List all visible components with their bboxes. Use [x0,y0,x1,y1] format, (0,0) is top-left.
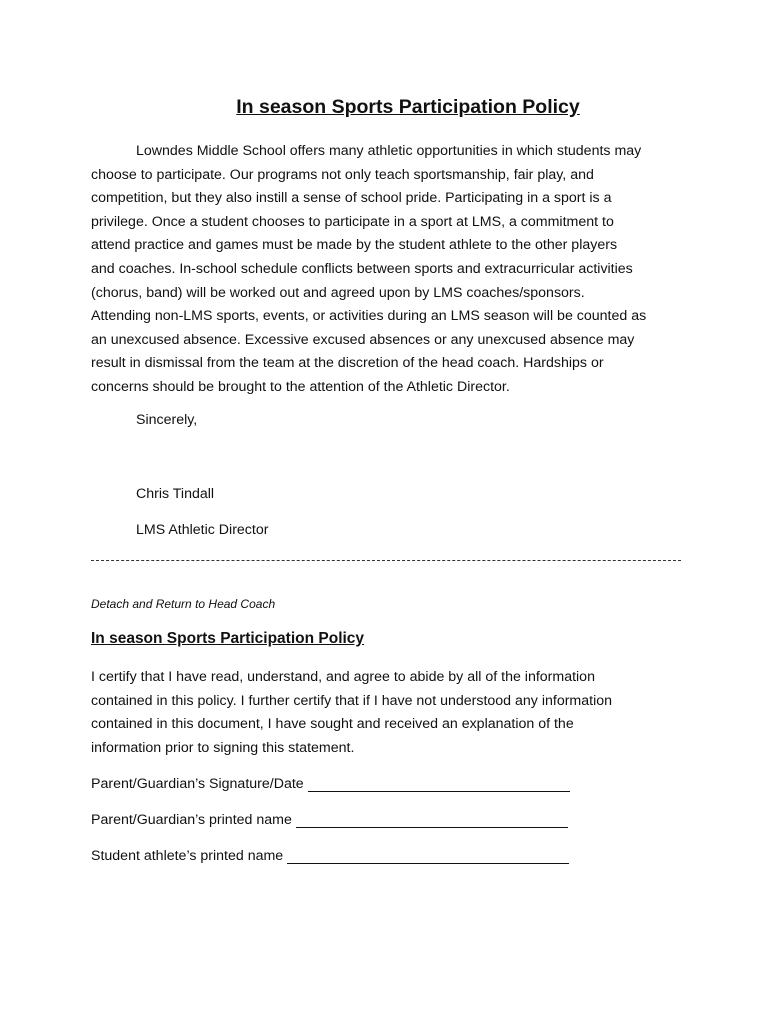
paragraph-line: and coaches. In-school schedule conflicts between sports and extracurricular activities [91,260,633,277]
paragraph-line: choose to participate. Our programs not only teach sportsmanship, fair play, and [91,166,594,183]
parent-signature-row [91,776,570,792]
form-title: In season Sports Participation Policy [91,630,365,647]
student-printed-name-row [91,848,569,864]
parent-printed-name-label: Parent/Guardian’s printed name [91,812,292,828]
paragraph-line: I certify that I have read, understand, and agree to abide by all of the information [91,669,595,685]
paragraph-line: (chorus, band) will be worked out and agreed upon by LMS coaches/sponsors. [91,284,585,301]
parent-signature-field[interactable] [308,777,570,792]
certification-paragraph [91,666,691,760]
paragraph-line: contained in this document, I have sought and received an explanation of the [91,716,574,733]
student-printed-name-field[interactable] [287,849,569,864]
student-printed-name-label: Student athlete’s printed name [91,848,284,864]
paragraph-line: attend practice and games must be made by the student athlete to the other players [91,237,618,254]
paragraph-line: Attending non-LMS sports, events, or activities during an LMS season will be counted as [91,308,647,325]
parent-printed-name-row [91,812,568,828]
parent-printed-name-field[interactable] [296,813,568,828]
signer-title: LMS Athletic Director [136,522,269,538]
paragraph-line: an unexcused absence. Excessive excused absences or any unexcused absence may [91,331,635,348]
parent-signature-label: Parent/Guardian’s Signature/Date [91,776,304,792]
policy-paragraph [91,140,691,400]
paragraph-line: concerns should be brought to the attention of the Athletic Director. [91,378,510,395]
detach-divider [91,560,681,561]
paragraph-line: information prior to signing this statement. [91,739,355,756]
page-title: In season Sports Participation Policy [236,96,580,118]
paragraph-line: Lowndes Middle School offers many athletic opportunities in which students may [136,143,642,159]
paragraph-line: contained in this policy. I further certify that if I have not understood any information [91,692,613,709]
detach-note: Detach and Return to Head Coach [91,597,276,611]
paragraph-line: result in dismissal from the team at the discretion of the head coach. Hardships or [91,355,604,372]
paragraph-line: competition, but they also instill a sense of school pride. Participating in a sport is a [91,190,612,207]
signer-name: Chris Tindall [136,486,215,502]
paragraph-line: privilege. Once a student chooses to participate in a sport at LMS, a commitment to [91,213,614,230]
closing-salutation: Sincerely, [136,412,198,428]
